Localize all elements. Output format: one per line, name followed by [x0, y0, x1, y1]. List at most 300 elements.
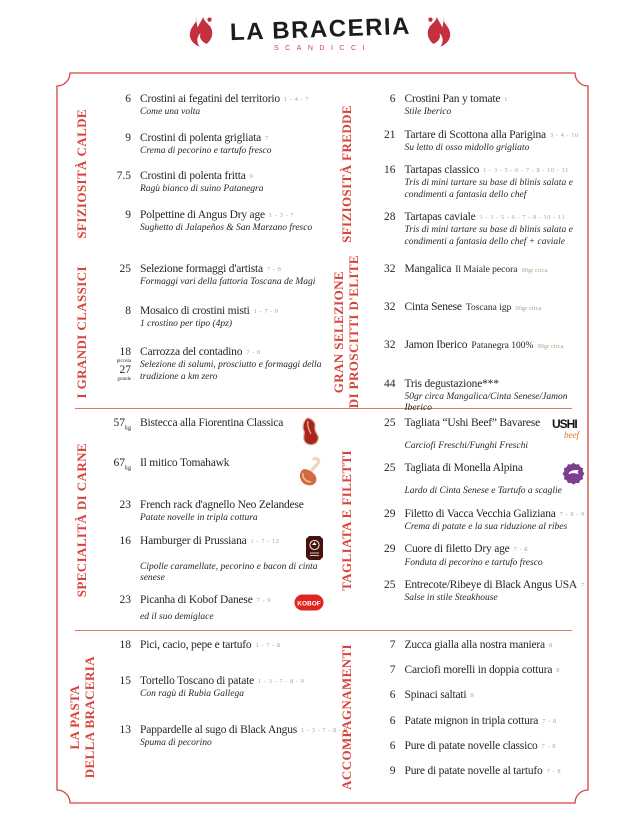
item-price-column [101, 499, 140, 512]
item-name: Tartare di Scottona alla Parigina [404, 128, 546, 141]
item-description: Crema di patate e la sua riduzione al ribes [404, 522, 568, 532]
menu-item [366, 263, 585, 276]
item-name: Cinta Senese [404, 301, 462, 314]
item-name: Crostini Pan y tomate [404, 93, 501, 105]
item-price [101, 364, 131, 382]
item-allergen-numbers: 1 - 7 - 9 [253, 307, 279, 315]
item-body [140, 346, 324, 383]
band-cell [324, 255, 585, 414]
menu-item [101, 170, 324, 196]
item-name: Crostini ai fegatini del territorio [140, 93, 280, 105]
prussiana-badge-icon [305, 535, 324, 561]
item-allergen-numbers: 7 - 8 [266, 266, 282, 273]
menu-item [366, 93, 585, 119]
menu-item [366, 765, 585, 778]
kobof-logo-icon [294, 594, 324, 611]
item-price-value: 32 [384, 263, 396, 275]
menu-item [366, 417, 585, 452]
item-body [405, 579, 585, 605]
item-price [366, 378, 396, 391]
item-price-value: 16 [384, 164, 396, 177]
item-name-detail: Patanegra 100% [471, 341, 534, 352]
item-price-column [366, 543, 405, 556]
item-price-column [366, 639, 405, 652]
item-description: Stile Iberico [404, 107, 452, 118]
section-title-line: LA PASTA [66, 684, 82, 750]
item-body [405, 93, 585, 119]
item-allergen-numbers: 3 - 4 - 10 [549, 131, 579, 139]
item-price [101, 457, 131, 472]
item-title-line [405, 263, 585, 276]
item-price-size-label: grande [117, 376, 131, 382]
item-body [140, 170, 324, 196]
item-price [101, 93, 131, 106]
item-body [140, 305, 324, 331]
menu-band [63, 89, 584, 259]
menu-item [101, 724, 347, 750]
item-price [101, 594, 131, 607]
item-price-value: 6 [389, 739, 396, 752]
item-description: Ragù bianco di suino Patanegra [140, 184, 264, 195]
menu-item [366, 508, 585, 534]
menu-item [366, 129, 585, 155]
item-body [405, 339, 585, 352]
item-price [101, 724, 131, 737]
item-price-column [101, 346, 140, 381]
item-price-column [101, 132, 140, 145]
menu-item [101, 535, 324, 585]
item-title-line [405, 93, 585, 106]
item-allergen-numbers: 1 - 3 - 7 - 8 - 9 [258, 678, 305, 686]
item-price-value: 18 [119, 346, 131, 359]
item-name: Carciofi morelli in doppia cottura [404, 664, 553, 677]
menu-item [101, 675, 347, 701]
item-name: Tagliata “Ushi Beef” Bavarese [404, 417, 540, 429]
item-title-line [405, 129, 585, 142]
menu-section-gran-selezione-proscitti [328, 255, 585, 414]
item-price-column [101, 457, 140, 472]
item-price-value: 25 [384, 417, 396, 429]
item-price-value: 23 [119, 499, 131, 511]
item-price [101, 209, 131, 222]
item-price-value: 6 [389, 689, 396, 702]
item-price [366, 765, 396, 778]
menu-item [366, 740, 585, 753]
item-description: Fonduta di pecorino e tartufo fresco [404, 557, 543, 568]
item-allergen-numbers: 7 - 8 [546, 768, 561, 776]
section-items [101, 635, 347, 799]
item-price-value: 16 [119, 534, 131, 547]
item-name: Filetto di Vacca Vecchia Galiziana [404, 507, 556, 520]
item-allergen-numbers: 1 - 3 - 5 - 6 - 7 - 8 - 10 - 11 [483, 167, 569, 175]
item-description: 1 crostino per tipo (4pz) [140, 318, 233, 329]
section-items [101, 259, 324, 405]
item-title-line [140, 263, 324, 276]
item-title-line [140, 209, 324, 222]
item-name: Tagliata di Monella Alpina [404, 462, 523, 475]
item-body [140, 132, 324, 158]
item-price-value: 7 [389, 664, 396, 677]
item-price-column [366, 689, 405, 702]
section-title-line: SFIZIOSITÀ CALDE [74, 109, 90, 239]
menu-item [366, 211, 585, 248]
menu-band [63, 255, 584, 414]
item-description: 50gr circa Mangalica/Cinta Senese/Jamon Iberico [404, 391, 568, 414]
section-items [366, 259, 585, 414]
item-title-line [405, 664, 585, 677]
item-price-value: 7 [389, 639, 396, 651]
item-name: Mangalica [404, 263, 452, 275]
item-size-note: 90gr circa [515, 305, 542, 313]
item-body [405, 164, 585, 201]
item-price [366, 579, 396, 592]
svg-text:KOBOF: KOBOF [296, 600, 321, 608]
item-price-column [101, 263, 140, 276]
item-price-column [366, 164, 405, 177]
item-description: Spuma di pecorino [140, 738, 212, 749]
item-price [101, 305, 131, 318]
item-price [366, 462, 396, 475]
item-price-column [366, 462, 405, 475]
item-title-line [140, 305, 324, 318]
item-name: Jamon Iberico [404, 339, 468, 352]
item-price [366, 689, 396, 702]
item-name: Pure di patate novelle classico [404, 739, 538, 752]
section-title-line: GRAN SELEZIONE [331, 270, 347, 394]
item-title-line [405, 339, 585, 352]
item-price-value: 28 [384, 211, 396, 224]
brand-logo [0, 12, 640, 52]
item-allergen-numbers: 1 - 4 - 7 [283, 96, 309, 103]
menu-item [366, 462, 585, 497]
item-price-value: 25 [119, 263, 131, 275]
item-description: Carciofi Freschi/Funghi Freschi [404, 441, 528, 451]
item-price-value: 9 [389, 765, 396, 778]
menu-section-sfiziosita-fredde [328, 89, 585, 259]
item-title-line [405, 689, 585, 702]
item-price-column [366, 715, 405, 728]
section-title-line: DI PROSCITTI D'ELITE [346, 255, 361, 409]
item-title-line [140, 132, 324, 145]
item-price [101, 170, 131, 183]
menu-item [366, 378, 585, 415]
item-name: Entrecote/Ribeye di Black Angus USA [404, 579, 577, 591]
menu-item [101, 305, 324, 331]
item-name: Selezione formaggi d'artista [140, 263, 263, 275]
item-size-note: 90gr circa [521, 267, 548, 274]
item-description: Patate novelle in tripla cottura [140, 513, 258, 524]
item-description: Sughetto di Jalapeños & San Marzano fresco [140, 223, 313, 234]
item-name: Picanha di Kobof Danese [140, 594, 253, 607]
item-description: Tris di mini tartare su base di blinis salata e condimenti a fantasia dello chef + caviale [404, 225, 573, 247]
item-name: Pure di patate novelle al tartufo [404, 765, 543, 778]
section-title-line: I GRANDI CLASSICI [74, 265, 90, 399]
item-title-line [140, 535, 324, 561]
item-price [366, 339, 396, 352]
item-price [366, 715, 396, 728]
item-price-value: 6 [125, 93, 131, 105]
item-price [366, 543, 396, 556]
menu-item [101, 93, 324, 119]
item-price [366, 93, 396, 106]
item-price-column [366, 417, 405, 430]
section-items [366, 89, 585, 259]
menu-item [366, 543, 585, 569]
menu-section-accompagnamenti [328, 635, 585, 799]
ushi-beef-logo-icon [551, 417, 585, 440]
item-price [101, 499, 131, 512]
item-name: Bistecca alla Fiorentina Classica [140, 417, 284, 429]
item-price-value: 29 [384, 543, 396, 556]
item-price-column [366, 508, 405, 521]
item-body [405, 378, 585, 415]
item-price-column [101, 724, 140, 737]
item-price [101, 132, 131, 145]
item-body [405, 543, 585, 569]
item-price-value: 57 [113, 417, 125, 429]
item-body [405, 740, 585, 753]
section-title [328, 413, 366, 627]
item-description: Salse in stile Steakhouse [404, 593, 498, 604]
menu-item [101, 263, 324, 289]
item-description: Tris di mini tartare su base di blinis salata e condimenti a fantasia dello chef [404, 178, 573, 200]
item-price-column [101, 417, 140, 432]
menu-item [101, 499, 324, 525]
item-name: Pici, cacio, pepe e tartufo [140, 639, 252, 651]
item-price-value: 23 [119, 594, 131, 607]
item-allergen-numbers: 1 - 3 - 7 [268, 211, 295, 219]
item-title-line [405, 740, 585, 753]
item-price-size-label: piccola [116, 358, 131, 364]
item-description: Cipolle caramellate, pecorino e bacon di cinta senese [140, 561, 318, 583]
item-price-value: 67 [113, 457, 125, 469]
item-price-column [366, 664, 405, 677]
section-title-line: DELLA BRACERIA [81, 655, 97, 779]
item-price-column [101, 170, 140, 183]
item-allergen-numbers: 7 - 9 [256, 597, 272, 605]
section-items [366, 635, 585, 799]
item-price [366, 263, 396, 276]
item-price-value: 32 [384, 301, 396, 314]
item-title-line [405, 462, 585, 485]
item-allergen-numbers: 8 [470, 692, 475, 700]
item-price [101, 639, 131, 652]
steak-icon [298, 417, 324, 447]
item-body [405, 765, 585, 778]
item-body [405, 417, 585, 452]
item-body [140, 594, 324, 623]
band-cell [63, 89, 324, 259]
item-size-note: 90gr circa [537, 343, 564, 351]
item-allergen-numbers: 7 - 8 [246, 349, 261, 357]
menu-item [101, 594, 324, 623]
menu-item [101, 417, 324, 447]
item-title-line [405, 543, 585, 556]
item-body [140, 263, 324, 289]
item-price [366, 129, 396, 142]
section-title-line: ACCOMPAGNAMENTI [338, 644, 354, 790]
item-price-value: 29 [384, 507, 396, 520]
menu-item [366, 301, 585, 314]
item-body [405, 129, 585, 155]
menu-item [101, 209, 324, 235]
item-price-unit: kg [125, 465, 131, 472]
section-divider [75, 630, 572, 631]
item-price-column [101, 93, 140, 106]
item-price-value: 25 [384, 462, 396, 475]
item-title-line [405, 211, 585, 224]
item-allergen-numbers: 1 - 7 - 12 [250, 537, 280, 545]
item-price-column [366, 263, 405, 276]
menu-item [366, 715, 585, 728]
item-description: Lardo di Cinta Senese e Tartufo a scaglie [404, 486, 562, 497]
menu-item [366, 689, 585, 702]
item-price-value: 25 [384, 579, 396, 591]
item-price-value: 15 [119, 675, 131, 688]
section-title [328, 89, 366, 259]
item-title-line [140, 639, 347, 652]
item-title-line [405, 715, 585, 728]
menu-item [366, 664, 585, 677]
item-price-column [366, 93, 405, 106]
item-body [405, 664, 585, 677]
tomahawk-icon [294, 457, 324, 489]
item-allergen-numbers: 7 [581, 582, 585, 589]
menu-band [63, 635, 584, 799]
item-price-value: 6 [389, 93, 396, 105]
menu-item [366, 579, 585, 605]
item-price-unit: kg [125, 425, 131, 432]
item-body [140, 535, 324, 585]
item-price [366, 417, 396, 430]
menu-item [101, 639, 347, 652]
item-description: Su letto di osso midollo grigliato [404, 142, 530, 153]
item-description: Come una volta [140, 107, 201, 118]
item-allergen-numbers: 1 - 3 - 7 - 8 - 9 [301, 726, 348, 734]
section-title [63, 413, 101, 627]
item-allergen-numbers: 7 - 8 [542, 717, 557, 725]
item-title-line [405, 378, 585, 391]
item-allergen-numbers: 1 [504, 96, 509, 103]
item-price [366, 639, 396, 652]
item-title-line [140, 170, 324, 183]
item-price-value: 7.5 [116, 170, 131, 183]
item-name: Zucca gialla alla nostra maniera [404, 639, 545, 651]
item-title-line [405, 508, 585, 521]
item-body [140, 417, 324, 447]
item-body [140, 639, 347, 652]
menu-section-grandi-classici [63, 259, 324, 405]
item-body [405, 263, 585, 276]
item-title-line [405, 417, 585, 440]
item-title-line [140, 724, 347, 737]
brand-text [229, 12, 411, 52]
item-name: Il mitico Tomahawk [140, 457, 230, 469]
item-description: Selezione di salumi, prosciutto e formaggi della tradizione a km zero [140, 360, 322, 382]
item-title-line [405, 301, 585, 314]
item-name: Patate mignon in tripla cottura [404, 714, 539, 727]
item-body [405, 689, 585, 702]
svg-text:beef: beef [563, 430, 579, 440]
item-price-value: 8 [125, 304, 131, 317]
section-title [328, 635, 366, 799]
item-price-column [101, 639, 140, 652]
brand-subtitle: SCANDICCI [273, 45, 371, 52]
menu-section-tagliata-filetti [328, 413, 585, 627]
section-title-line: TAGLIATA E FILETTI [338, 449, 354, 591]
item-allergen-numbers: 7 [265, 134, 269, 142]
item-body [140, 457, 324, 489]
item-description: Crema di pecorino e tartufo fresco [140, 145, 272, 156]
menu-item [101, 132, 324, 158]
band-cell [63, 413, 324, 627]
menu-item [366, 339, 585, 352]
section-title [328, 255, 366, 409]
item-allergen-numbers: 8 [548, 642, 553, 649]
item-price-value: 21 [384, 128, 396, 141]
item-description: Formaggi vari della fattoria Toscana de Magi [140, 277, 316, 288]
menu-item [366, 639, 585, 652]
item-name: Crostini di polenta grigliata [140, 131, 261, 144]
item-name: Mosaico di crostini misti [140, 304, 250, 317]
item-body [140, 209, 324, 235]
item-name-detail: Toscana igp [465, 303, 512, 314]
item-price [101, 417, 131, 432]
item-price-value: 9 [125, 131, 131, 144]
section-title-line: SFIZIOSITÀ FREDDE [338, 105, 354, 243]
menu-content [57, 73, 588, 803]
item-price-column [366, 579, 405, 592]
item-price-column [366, 211, 405, 224]
item-title-line [140, 417, 324, 447]
item-price-column [366, 129, 405, 142]
item-price [366, 211, 396, 224]
item-price-column [366, 378, 405, 391]
item-body [140, 675, 347, 701]
section-title [63, 259, 101, 405]
item-title-line [140, 93, 324, 106]
item-name: French rack d'agnello Neo Zelandese [140, 499, 304, 511]
item-name: Tris degustazione*** [404, 377, 499, 390]
item-allergen-numbers: 1 - 3 - 5 - 6 - 7 - 8 - 10 - 11 [479, 214, 566, 222]
menu-section-sfiziosita-calde [63, 89, 324, 259]
item-title-line [405, 579, 585, 592]
section-items [101, 413, 324, 627]
section-title [63, 635, 101, 799]
item-body [405, 639, 585, 652]
item-body [405, 211, 585, 248]
item-title-line [405, 164, 585, 177]
section-items [366, 413, 585, 627]
item-name: Tortello Toscano di patate [140, 675, 255, 688]
item-price-column [101, 594, 140, 607]
item-title-line [405, 639, 585, 652]
item-name: Tartapas caviale [404, 211, 476, 224]
item-price-column [366, 301, 405, 314]
item-body [405, 715, 585, 728]
item-price [366, 508, 396, 521]
item-name-detail: Il Maiale pecora [455, 265, 518, 275]
item-description: ed il suo demiglace [140, 612, 214, 623]
item-price [101, 263, 131, 276]
flame-icon [187, 16, 214, 52]
section-title [63, 89, 101, 259]
item-title-line [140, 457, 324, 489]
item-price-column [101, 675, 140, 688]
item-price-column [366, 765, 405, 778]
item-name: Spinaci saltati [404, 689, 467, 702]
monella-badge-icon [562, 462, 585, 485]
